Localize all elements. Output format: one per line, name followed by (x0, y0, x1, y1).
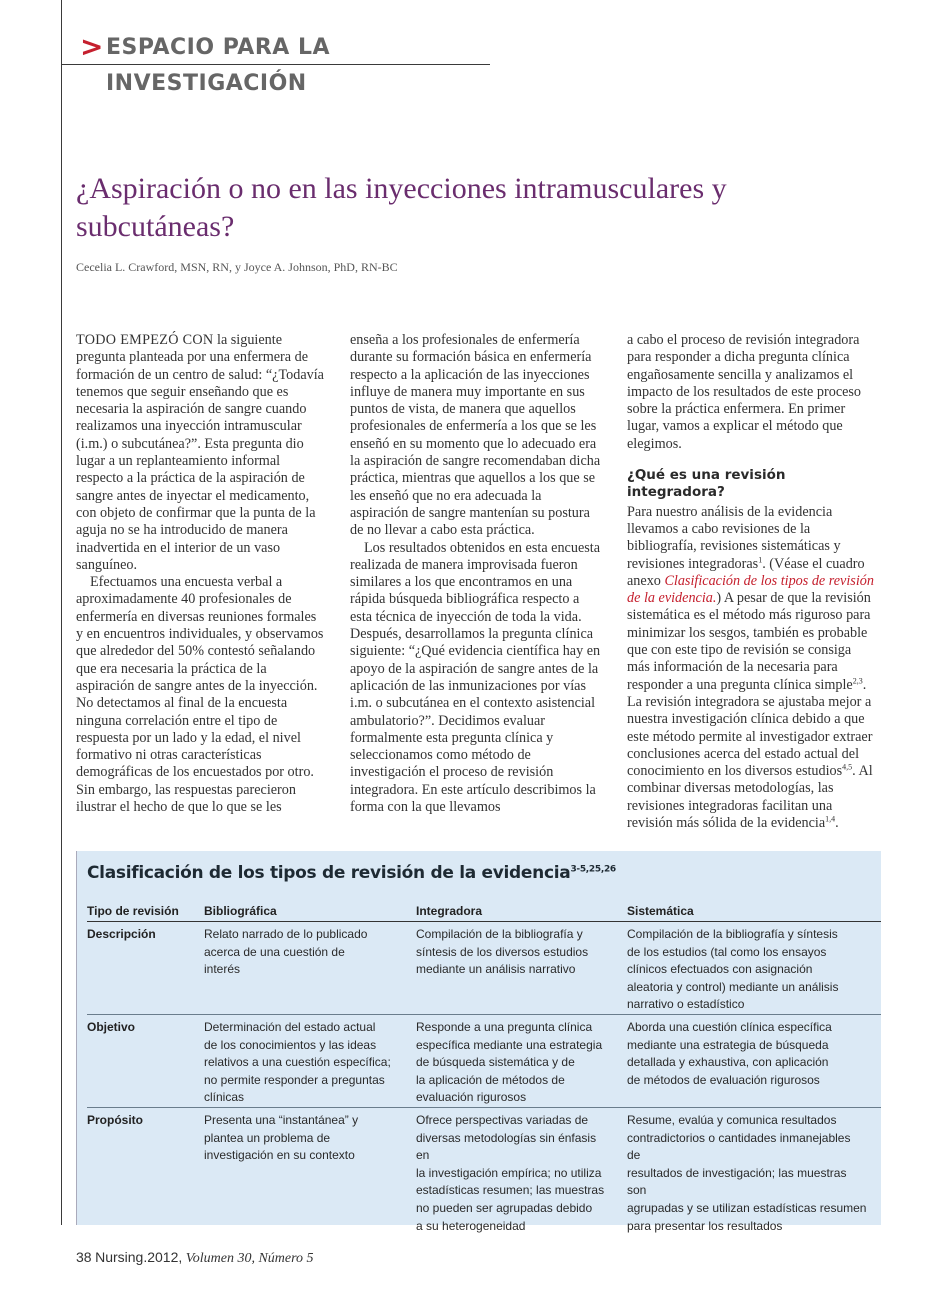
cell-line: Compilación de la bibliografía y síntesis (627, 927, 838, 941)
cell-line: relativos a una cuestión específica; (204, 1055, 391, 1070)
table-cell (627, 926, 867, 1014)
cell-line: de los conocimientos y las ideas (204, 1037, 377, 1052)
classification-box (76, 851, 881, 1233)
table-cell (416, 1112, 611, 1235)
cell-line: Presenta una “instantánea” y (204, 1113, 359, 1127)
cell-line: agrupadas y se utilizan estadísticas resumen (627, 1200, 867, 1215)
text-column-2 (350, 332, 602, 816)
table-cell (627, 1112, 867, 1235)
cell-line: resultados de investigación; las muestras son (627, 1165, 847, 1198)
cell-line: Resume, evalúa y comunica resultados (627, 1113, 837, 1127)
table-cell (416, 926, 611, 979)
table-cell (204, 1112, 394, 1165)
paragraph (627, 332, 877, 453)
cell-line: contradictorios o cantidades inmanejables de (627, 1130, 851, 1163)
reference-sup: 2,3 (852, 675, 863, 685)
cell-line: la aplicación de métodos de (416, 1072, 565, 1087)
cell-line: evaluación rigurosos (416, 1090, 527, 1105)
paragraph-text: a cabo el proceso de revisión integradora para responder a dicha pregunta clínica engañosamente sencilla y analizamos el impacto de los resultados de este proceso sobre la práctica enfermera. En primer lugar, vamos a explicar el método que elegimos. (627, 332, 862, 452)
cell-line: acerca de una cuestión de (204, 944, 345, 959)
article-authors: Cecelia L. Crawford, MSN, RN, y Joyce A. Johnson, PhD, RN-BC (76, 260, 398, 274)
lead-caps: TODO EMPEZÓ CON (76, 332, 214, 348)
column-header: Tipo de revisión (87, 904, 179, 918)
paragraph-text: Para nuestro análisis de la evidencia llevamos a cabo revisiones de la bibliografía, revisiones sistemáticas y revisiones integradoras (627, 503, 841, 572)
cell-line: Ofrece perspectivas variadas de (416, 1113, 589, 1127)
cell-line: no permite responder a preguntas (204, 1072, 385, 1087)
table-cell (627, 1019, 867, 1089)
cell-line: detallada y exhaustiva, con aplicación (627, 1055, 829, 1070)
cell-line: diversas metodologías sin énfasis en (416, 1130, 597, 1163)
cell-line: mediante una estrategia de búsqueda (627, 1037, 829, 1052)
section-title: ESPACIO PARA LA INVESTIGACIÓN (106, 35, 330, 96)
subheading: ¿Qué es una revisión integradora? (627, 467, 786, 501)
table-row (87, 1015, 881, 1108)
column-header: Sistemática (627, 904, 694, 918)
page-number: 38 (76, 1249, 92, 1265)
cell-line: Aborda una cuestión clínica específica (627, 1020, 832, 1034)
cell-line: de métodos de evaluación rigurosos (627, 1072, 820, 1087)
reference-sup: 1 (758, 554, 763, 564)
box-title-text: Clasificación de los tipos de revisión de la evidencia (87, 863, 571, 883)
paragraph (627, 504, 877, 833)
row-label: Propósito (87, 1113, 143, 1127)
section-header (62, 30, 490, 96)
paragraph-text: Los resultados obtenidos en esta encuesta realizada de manera improvisada fueron similares a los que encontramos en una rápida búsqueda bibliográfica respecto a esta técnica de inyección de toda la vida. Después, desarrollamos la pregunta clínica siguiente: “¿Qué evidencia científica hay en apoyo de la aspiración de sangre antes de la aplicación de las inmunizaciones por vías i.m. o subcutánea en el contexto asistencial ambulatorio?”. Decidimos evaluar formalmente esta pregunta clínica y seleccionamos como método de investigación el proceso de revisión integradora. En este artículo describimos la forma con la que llevamos (350, 539, 601, 816)
classification-table (87, 903, 881, 1233)
cell-line: investigación en su contexto (204, 1148, 355, 1163)
cell-line: clínicos efectuados con asignación (627, 962, 813, 977)
column-header: Integradora (416, 904, 483, 918)
table-cell (204, 1019, 394, 1107)
paragraph (76, 574, 324, 816)
paragraph-text: . (835, 815, 839, 832)
paragraph-text: . La revisión integradora se ajustaba mejor a nuestra investigación clínica debido a que este método permite al investigador extraer conclusiones acerca del estado actual del conocimiento en los diversos estudios (627, 676, 873, 780)
cell-line: plantea un problema de (204, 1130, 331, 1145)
cell-line: Compilación de la bibliografía y (416, 927, 583, 941)
cell-line: no pueden ser agrupadas debido (416, 1200, 593, 1215)
reference-sup: 1,4 (825, 814, 836, 824)
cell-line: mediante un análisis narrativo (416, 962, 576, 977)
cell-line: de los estudios (tal como los ensayos (627, 944, 827, 959)
paragraph (350, 540, 602, 817)
reference-sup: 4,5 (842, 762, 853, 772)
cell-line: interés (204, 962, 241, 977)
cell-line: aleatoria y control) mediante un análisis (627, 979, 839, 994)
reference-sup: 3-5,25,26 (570, 864, 616, 875)
margin-rule (61, 0, 62, 1225)
page-footer (76, 1249, 314, 1267)
cell-line: a su heterogeneidad (416, 1218, 526, 1233)
cell-line: Relato narrado de lo publicado (204, 927, 368, 941)
cell-line: Determinación del estado actual (204, 1020, 376, 1034)
box-reference-link[interactable]: Clasificación de los tipos de revisión de la evidencia. (627, 572, 874, 607)
journal-volume: Volumen 30, Número 5 (185, 1251, 314, 1266)
table-cell (416, 1019, 611, 1107)
cell-line: Responde a una pregunta clínica (416, 1020, 593, 1034)
cell-line: síntesis de los diversos estudios (416, 944, 589, 959)
article-title: ¿Aspiración o no en las inyecciones intramusculares y subcutáneas? (76, 172, 727, 243)
paragraph (350, 332, 602, 540)
cell-line: para presentar los resultados (627, 1218, 783, 1233)
paragraph-text: . Al combinar diversas metodologías, las revisiones integradoras facilitan una revisión más sólida de la evidencia (627, 763, 873, 832)
cell-line: estadísticas resumen; las muestras (416, 1183, 605, 1198)
row-label: Objetivo (87, 1020, 136, 1034)
row-label: Descripción (87, 927, 156, 941)
paragraph-text: Efectuamos una encuesta verbal a aproximadamente 40 profesionales de enfermería en diversas reuniones formales y en encuentros individuales, y observamos que alrededor del 50% contestó señalando que era necesaria la práctica de la aspiración de sangre antes de la inyección. No detectamos al final de la encuesta ninguna correlación entre el tipo de respuesta por un lado y la edad, el nivel formativo ni otras características demográficas de los encuestados por otro. Sin embargo, las respuestas parecieron ilustrar el hecho de que lo que se les (76, 574, 324, 816)
table-row (87, 922, 881, 1015)
paragraph-text: enseña a los profesionales de enfermería durante su formación básica en enfermería respecto a la aplicación de las inyecciones influye de manera muy importante en sus puntos de vista, de manera que aquellos profesionales de enfermería a los que se les enseñó en su momento que lo adecuado era la aspiración de sangre recomendaban dicha práctica, mientras que aquellos a los que se les enseñó que no era adecuada la aspiración de sangre mantenían su postura de no llevar a cabo esta práctica. (350, 332, 601, 539)
paragraph (76, 332, 324, 574)
box-title (87, 863, 616, 883)
chevron-right-icon: > (80, 30, 104, 63)
paragraph-text: la siguiente pregunta planteada por una enfermera de formación de un centro de salud: “¿Todavía tenemos que seguir enseñando que es necesaria la aspiración de sangre cuando realizamos una inyección intramuscular (i.m.) o subcutánea?”. Esta pregunta dio lugar a un replanteamiento informal respecto a la práctica de la aspiración de sangre antes de inyectar el medicamento, con objeto de confirmar que la punta de la aguja no se ha introducido de manera inadvertida en el interior de un vaso sanguíneo. (76, 332, 324, 573)
cell-line: de búsqueda sistemática y de (416, 1055, 575, 1070)
cell-line: la investigación empírica; no utiliza (416, 1165, 602, 1180)
table-row (87, 1108, 881, 1233)
cell-line: clínicas (204, 1090, 245, 1105)
journal-name: Nursing.2012, (95, 1249, 183, 1265)
text-column-3 (627, 332, 877, 832)
table-cell (204, 926, 394, 979)
paragraph-text: ) A pesar de que la revisión sistemática es el método más riguroso para minimizar los sesgos, también es probable que con este tipo de revisión se consiga más información de la necesaria para responder a una pregunta clínica simple (627, 590, 871, 693)
column-header: Bibliográfica (204, 904, 277, 918)
text-column-1 (76, 332, 324, 816)
cell-line: específica mediante una estrategia (416, 1037, 603, 1052)
paragraph-text: . (Véase el cuadro anexo (627, 555, 865, 589)
cell-line: narrativo o estadístico (627, 997, 745, 1012)
table-header (87, 903, 881, 922)
